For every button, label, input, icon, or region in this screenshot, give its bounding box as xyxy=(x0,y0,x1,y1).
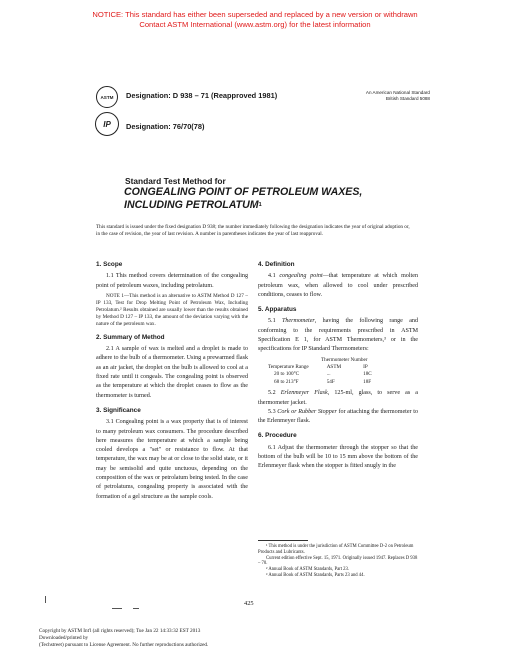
copyright-line-3: (Techstreet) pursuant to License Agreement. No further reproductions authorized. xyxy=(39,642,209,649)
standard-kind: Standard Test Method for xyxy=(125,176,226,186)
right-column xyxy=(258,255,418,472)
table-cell: 18F xyxy=(363,378,372,385)
table-cell: 20 to 100°C xyxy=(274,371,300,378)
title-footnote-ref: 1 xyxy=(258,202,262,208)
table-row xyxy=(268,379,380,386)
issuance-statement: This standard is issued under the fixed designation D 938; the number immediately following the designation indicates the year of original adoption or, in the case of revision, the year of last revision. A number in parentheses indicates the year of last reapproval. xyxy=(96,224,410,237)
left-column xyxy=(96,255,248,502)
national-standard-line-1: An American National Standard xyxy=(365,90,430,95)
scan-mark xyxy=(112,608,122,609)
copyright-block xyxy=(39,628,208,650)
section-5-3: 5.3 Cork or Rubber Stopper for attaching the thermometer to the Erlenmeyer flask. xyxy=(258,408,418,425)
footnote-2: ² Annual Book of ASTM Standards, Part 23. xyxy=(266,567,350,573)
section-2-1: 2.1 A sample of wax is melted and a droplet is made to adhere to the bulb of a thermometer. Using a prewarmed flask as an air jacket, the droplet on the bulb is allowed to cool at a fixed rate until it congeals. The congealing point is observed as the temperature at which the droplet ceases to flow as the thermometer is turned. xyxy=(96,346,248,399)
note-1: NOTE 1—This method is an alternative to ASTM Method D 127 – IP 133, Test for Drop Melting Point of Petroleum Wax, Including Petrolatum.² Results obtained are usually lower than the results obtained by Method D 127 – IP 133, the amount of the deviation varying with the nature of the petroleum wax. xyxy=(96,292,248,327)
section-1-1: 1.1 This method covers determination of the congealing point of petroleum waxes, including petrolatum. xyxy=(96,273,248,289)
section-definition-heading: 4. Definition xyxy=(258,261,295,268)
table-cell: 54F xyxy=(326,378,335,385)
table-cell: 18C xyxy=(363,371,372,378)
title-line-1: CONGEALING POINT OF PETROLEUM WAXES, xyxy=(124,186,363,198)
footnote-divider xyxy=(258,540,308,541)
term-thermometer: Thermometer xyxy=(281,318,315,325)
withdrawn-notice xyxy=(0,10,510,30)
term-congealing-point: congealing point xyxy=(279,273,323,280)
table-header-cell: Temperature Range xyxy=(268,364,309,371)
scan-mark xyxy=(133,608,139,609)
section-procedure-heading: 6. Procedure xyxy=(258,432,297,440)
section-4-1: 4.1 congealing point—that temperature at which molten petroleum wax, when allowed to cool under prescribed conditions, ceases to flow. xyxy=(258,273,418,298)
designation-ip: Designation: 76/70(78) xyxy=(126,122,205,131)
designation-astm: Designation: D 938 – 71 (Reapproved 1981) xyxy=(126,91,278,100)
section-apparatus-heading: 5. Apparatus xyxy=(258,306,297,314)
page-title xyxy=(124,186,362,212)
table-header-cell: ASTM xyxy=(326,364,342,371)
term-stopper: Cork or Rubber Stopper xyxy=(277,408,337,415)
term-erlenmeyer-flask: Erlenmeyer Flask xyxy=(280,390,328,397)
thermometer-number-header: Thermometer Number xyxy=(320,356,368,363)
footnote-1-edition: Current edition effective Sept. 15, 1971. Originally issued 1947. Replaces D 938 – 70. xyxy=(258,555,418,567)
national-standard-line-2: British Standard 5088 xyxy=(385,96,430,101)
thermometer-table xyxy=(268,357,380,387)
section-3-1: 3.1 Congealing point is a wax property that is of interest to many petroleum wax consumers. The procedure described here measures the temperature at which a sample being cooled develops a "set" or resistance to flow. At that temperature, the wax may be at or close to the solid state, or it may be semisolid and quite unctuous, depending on the composition of the wax or petrolatum being tested. In the case of petrolatums, congealing property is associated with the formation of a gel structure as the sample cools. xyxy=(96,419,248,500)
notice-line-2: Contact ASTM International (www.astm.org) for the latest information xyxy=(139,20,371,29)
table-cell: 68 to 213°F xyxy=(274,378,299,385)
ip-logo-text: IP xyxy=(103,119,111,129)
scan-mark xyxy=(45,596,46,603)
section-5-1: 5.1 Thermometer, having the following range and conforming to the requirements prescribed in ASTM Specification E 1, for ASTM Thermometers,³ or in the specifications for IP Standard Thermometers: xyxy=(258,318,419,353)
astm-logo-text: ASTM xyxy=(100,94,114,100)
table-cell: ... xyxy=(326,371,331,378)
table-row xyxy=(268,371,380,378)
section-summary-heading: 2. Summary of Method xyxy=(96,333,165,341)
title-line-2: INCLUDING PETROLATUM$^1$ xyxy=(124,199,262,211)
section-5-2: 5.2 Erlenmeyer Flask, 125-ml, glass, to serve as a thermometer jacket. xyxy=(258,390,418,406)
footnote-1: ¹ This method is under the jurisdiction of ASTM Committee D-2 on Petroleum Products and Lubricants. xyxy=(258,544,414,555)
footnotes xyxy=(258,544,418,579)
national-standard-note xyxy=(330,90,430,102)
copyright-line-2: Downloaded/printed by xyxy=(39,635,89,642)
section-6-1: 6.1 Adjust the thermometer through the stopper so that the bottom of the bulb will be 10 to 15 mm above the bottom of the Erlenmeyer flask when the stopper is fitted snugly in the xyxy=(258,444,418,470)
section-significance-heading: 3. Significance xyxy=(96,406,141,414)
footnote-3: ³ Annual Book of ASTM Standards, Parts 23 and 44. xyxy=(266,572,365,578)
section-scope-heading: 1. Scope xyxy=(96,261,123,268)
notice-line-1: NOTICE: This standard has either been superseded and replaced by a new version or withdrawn xyxy=(92,10,418,19)
astm-logo xyxy=(96,86,118,108)
page-number: 425 xyxy=(244,600,254,607)
ip-logo xyxy=(95,112,119,136)
table-header-cell: IP xyxy=(363,364,368,371)
copyright-line-1: Copyright by ASTM Int'l (all rights reserved); Tue Jan 22 14:33:32 EST 2013 xyxy=(39,628,201,634)
